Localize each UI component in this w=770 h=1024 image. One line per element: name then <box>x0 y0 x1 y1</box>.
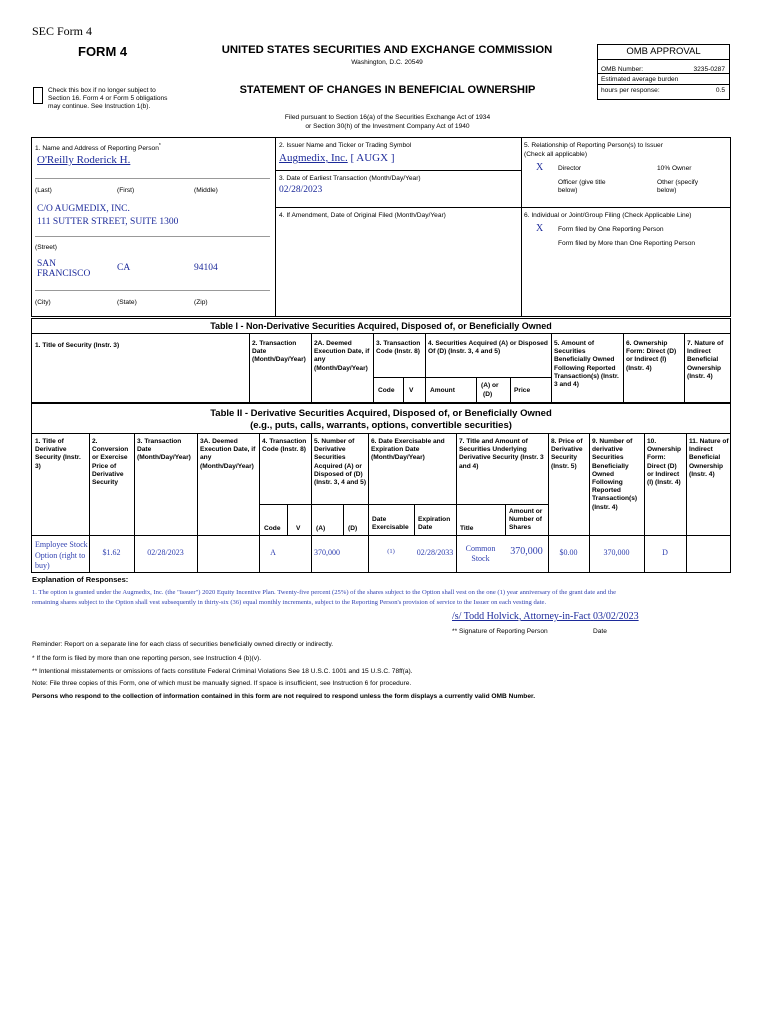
t2-sub-a: (A) <box>316 525 326 532</box>
no-longer-subject-checkbox[interactable] <box>33 87 43 104</box>
t2-col-date-exercisable: 6. Date Exercisable and Expiration Date (Month/Day/Year) <box>371 438 445 462</box>
row-title-1: Employee Stock <box>35 540 88 549</box>
t2-sub-amount-1: Amount or <box>509 508 543 515</box>
address-line-1: C/O AUGMEDIX, INC. <box>37 204 130 214</box>
city-label: (City) <box>35 299 51 306</box>
first-label: (First) <box>117 187 135 194</box>
row-ownership-form: D <box>662 548 668 557</box>
city-line-1: SAN <box>37 259 57 269</box>
t2-sub-amount-3: Shares <box>509 524 531 531</box>
sec-form-label: SEC Form 4 <box>32 24 93 38</box>
table-1-title: Table I - Non-Derivative Securities Acquired, Disposed of, or Beneficially Owned <box>210 321 552 331</box>
signature-label: ** Signature of Reporting Person <box>452 628 548 635</box>
t2-sub-expiration-2: Date <box>418 524 433 531</box>
state-value: CA <box>117 263 131 273</box>
t1-sub-price: Price <box>514 387 531 394</box>
footer-note-4: Persons who respond to the collection of information contained in this form are not required to respond unless the form displays a currently valid OMB Number. <box>32 693 536 700</box>
middle-label: (Middle) <box>194 187 218 194</box>
earliest-date-value: 02/28/2023 <box>279 185 323 195</box>
t2-col-nature-indirect: 11. Nature of Indirect Beneficial Ownership (Instr. 4) <box>689 438 729 478</box>
footer-note-1: * If the form is filed by more than one reporting person, see Instruction 4 (b)(v). <box>32 655 262 662</box>
t2-sub-expiration-1: Expiration <box>418 516 451 523</box>
checkbox-text-1: Check this box if no longer subject to <box>48 87 156 94</box>
t1-col-transaction-code: 3. Transaction Code (Instr. 8) <box>376 340 421 356</box>
t2-col-number-derivative: 5. Number of Derivative Securities Acquired (A) or Disposed of (D) (Instr. 3, 4 and 5) <box>314 438 367 487</box>
one-person-label: Form filed by One Reporting Person <box>558 226 664 233</box>
footer-note-2: ** Intentional misstatements or omissions of facts constitute Federal Criminal Violations See 18 U.S.C. 1001 and 15 U.S.C. 78ff(a). <box>32 668 413 675</box>
checkbox-text-3: may continue. See Instruction 1(b). <box>48 103 151 110</box>
explanation-line-1: 1. The option is granted under the Augmedix, Inc. (the "Issuer") 2020 Equity Incentive Plan. Twenty-five percent (25%) of the shares subject to the Option shall vest on the one (1) year anniversary of the grant date and the <box>32 589 617 596</box>
row-transaction-code: A <box>270 548 276 557</box>
row-date-exercisable[interactable]: (1) <box>387 548 395 555</box>
t2-col-transaction-code: 4. Transaction Code (Instr. 8) <box>262 438 307 454</box>
one-person-x-mark[interactable]: X <box>536 223 544 234</box>
director-x-mark[interactable]: X <box>536 162 544 173</box>
t2-col-ownership-form: 10. Ownership Form: Direct (D) or Indirect (I) (Instr. 4) <box>647 438 682 487</box>
earliest-date-label: 3. Date of Earliest Transaction (Month/Day/Year) <box>279 175 421 182</box>
t2-sub-title: Title <box>460 525 474 532</box>
t1-col-ownership-form: 6. Ownership Form: Direct (D) or Indirect (I) (Instr. 4) <box>626 340 677 372</box>
signature-value[interactable]: /s/ Todd Holvick, Attorney-in-Fact 03/02/2023 <box>452 611 639 622</box>
filed-pursuant-2: or Section 30(h) of the Investment Company Act of 1940 <box>305 123 470 130</box>
row-transaction-date: 02/28/2023 <box>147 548 184 557</box>
reporting-person-name[interactable]: O'Reilly Roderick H. <box>37 154 131 166</box>
t1-col-deemed-date: 2A. Deemed Execution Date, if any (Month/Day/Year) <box>314 340 370 372</box>
row-underlying-title: Common Stock <box>465 544 496 563</box>
checkbox-text-2: Section 16. Form 4 or Form 5 obligations <box>48 95 168 102</box>
t1-col-securities-acquired: 4. Securities Acquired (A) or Disposed Of (D) (Instr. 3, 4 and 5) <box>428 340 548 356</box>
t2-col-conversion-price: 2. Conversion or Exercise Price of Derivative Security <box>92 438 129 487</box>
omb-hours-value: 0.5 <box>715 87 725 94</box>
t2-sub-amount-2: Number of <box>509 516 542 523</box>
row-title-3: buy) <box>35 561 50 570</box>
t2-sub-date-exercisable-1: Date <box>372 516 387 523</box>
t1-sub-a-or-d-1: (A) or <box>481 382 499 389</box>
row-amount-acquired: 370,000 <box>314 548 340 557</box>
t1-sub-v: V <box>409 387 414 394</box>
t1-col-amount-owned: 5. Amount of Securities Beneficially Owned Following Reported Transaction(s) (Instr. 3 and 4) <box>554 340 619 389</box>
form-title: FORM 4 <box>78 44 128 59</box>
t1-col-transaction-date: 2. Transaction Date (Month/Day/Year) <box>252 340 306 364</box>
director-label: Director <box>558 165 582 172</box>
t2-col-price-derivative: 8. Price of Derivative Security (Instr. 5) <box>551 438 583 470</box>
amendment-label: 4. If Amendment, Date of Original Filed (Month/Day/Year) <box>279 212 446 219</box>
row-conversion-price: $1.62 <box>102 548 121 557</box>
t2-sub-d: (D) <box>348 525 358 532</box>
zip-value: 94104 <box>194 263 218 273</box>
t2-sub-date-exercisable-2: Exercisable <box>372 524 409 531</box>
signature-date-label: Date <box>593 628 607 635</box>
table-2-title-1: Table II - Derivative Securities Acquired, Disposed of, or Beneficially Owned <box>210 408 552 419</box>
footer-reminder: Reminder: Report on a separate line for each class of securities beneficially owned directly or indirectly. <box>32 641 334 648</box>
agency-title: UNITED STATES SECURITIES AND EXCHANGE COMMISSION <box>221 44 553 56</box>
zip-label: (Zip) <box>194 299 208 306</box>
row-derivative-price: $0.00 <box>559 548 578 557</box>
address-line-2: 111 SUTTER STREET, SUITE 1300 <box>37 217 179 227</box>
relationship-label-2: (Check all applicable) <box>524 151 588 158</box>
omb-hours-label: hours per response: <box>601 87 660 94</box>
t2-col-title-amount: 7. Title and Amount of Securities Underlying Derivative Security (Instr. 3 and 4) <box>459 438 544 470</box>
table-2-title-2: (e.g., puts, calls, warrants, options, convertible securities) <box>250 420 512 431</box>
issuer-name-ticker[interactable]: Augmedix, Inc. [ AUGX ] <box>279 152 395 164</box>
filed-pursuant-1: Filed pursuant to Section 16(a) of the Securities Exchange Act of 1934 <box>284 114 491 121</box>
t1-col-nature-indirect: 7. Nature of Indirect Beneficial Ownership (Instr. 4) <box>687 340 724 380</box>
row-owned-following: 370,000 <box>603 548 630 557</box>
ten-pct-owner-label: 10% Owner <box>657 165 692 172</box>
explanation-line-2: remaining shares subject to the Option shall vest subsequently in thirty-six (36) equal monthly increments, subject to the Reporting Person's provision of service to the Issuer on each vesting date. <box>32 598 547 606</box>
row-underlying-amount: 370,000 <box>510 546 543 557</box>
footer-note-3: Note: File three copies of this Form, one of which must be manually signed. If space is insufficient, see Instruction 6 for procedure. <box>32 680 412 687</box>
t1-sub-a-or-d-2: (D) <box>483 391 493 398</box>
t1-col-title-security: 1. Title of Security (Instr. 3) <box>35 342 120 349</box>
t1-sub-amount: Amount <box>430 387 455 394</box>
issuer-label: 2. Issuer Name and Ticker or Trading Symbol <box>279 142 412 149</box>
street-label: (Street) <box>35 244 57 251</box>
other-label-2: below) <box>657 187 677 194</box>
omb-title: OMB APPROVAL <box>598 45 729 60</box>
row-title-2: Option (right to <box>35 550 86 560</box>
city-line-2: FRANCISCO <box>37 269 91 279</box>
explanation-label: Explanation of Responses: <box>32 575 129 584</box>
filing-label: 6. Individual or Joint/Group Filing (Check Applicable Line) <box>524 212 692 219</box>
other-label-1: Other (specify <box>657 179 699 186</box>
row-expiration-date: 02/28/2033 <box>416 548 454 557</box>
t2-col-deemed-date: 3A. Deemed Execution Date, if any (Month/Day/Year) <box>200 438 256 470</box>
officer-label-1: Officer (give title <box>558 179 606 186</box>
reporting-person-label: 1. Name and Address of Reporting Person* <box>35 143 161 153</box>
t2-sub-v: V <box>296 525 301 532</box>
t2-sub-code: Code <box>264 525 281 532</box>
more-persons-label: Form filed by More than One Reporting Person <box>558 240 696 247</box>
last-label: (Last) <box>35 187 52 194</box>
t2-col-title-derivative: 1. Title of Derivative Security (Instr. 3) <box>35 438 81 470</box>
explanation-footnote <box>32 588 732 607</box>
relationship-label-1: 5. Relationship of Reporting Person(s) to Issuer <box>524 142 663 149</box>
officer-label-2: below) <box>558 187 578 194</box>
omb-number-label: OMB Number: <box>601 66 644 73</box>
agency-location: Washington, D.C. 20549 <box>351 59 423 66</box>
t1-sub-code: Code <box>378 387 395 394</box>
t2-col-number-owned: 9. Number of derivative Securities Beneficially Owned Following Reported Transaction(s) (Instr. 4) <box>592 438 638 511</box>
omb-number-value: 3235-0287 <box>693 66 725 73</box>
table-row <box>35 540 88 572</box>
statement-title: STATEMENT OF CHANGES IN BENEFICIAL OWNERSHIP <box>239 84 536 96</box>
omb-burden-label: Estimated average burden <box>601 76 679 83</box>
omb-approval-box <box>597 44 730 100</box>
t2-col-transaction-date: 3. Transaction Date (Month/Day/Year) <box>137 438 191 462</box>
state-label: (State) <box>117 299 137 306</box>
